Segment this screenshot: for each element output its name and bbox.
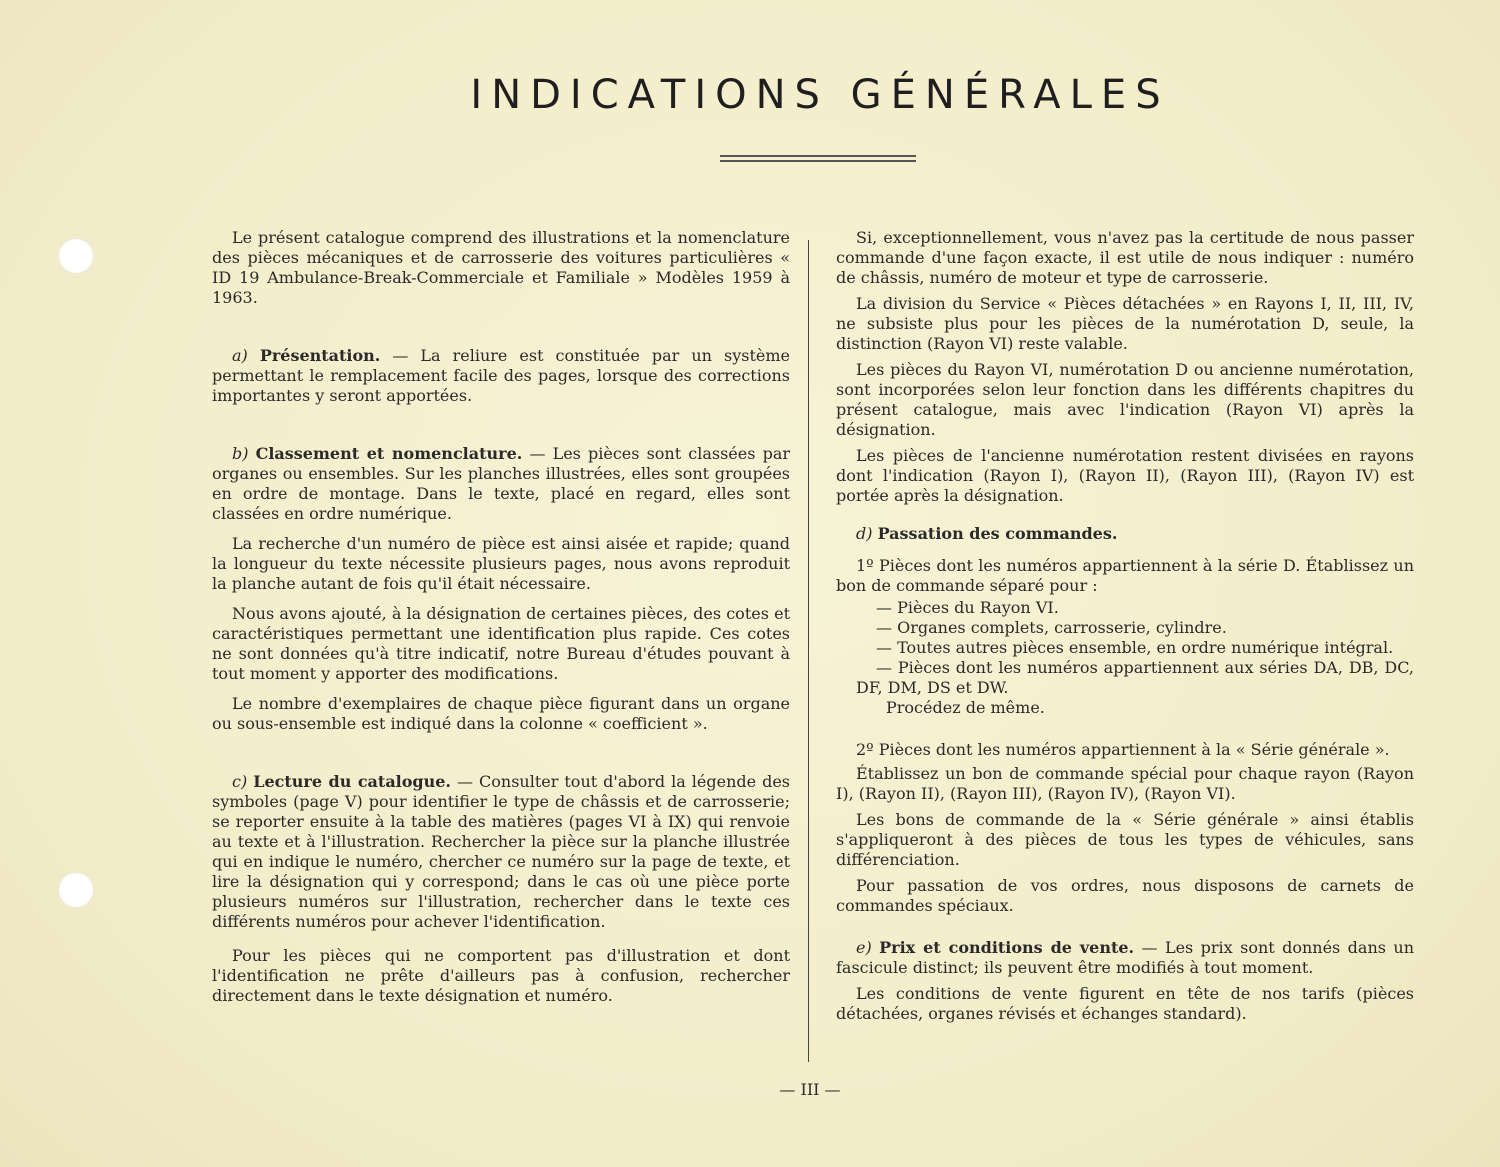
section-e-heading: Prix et conditions de vente. bbox=[879, 938, 1135, 957]
intro-paragraph: Le présent catalogue comprend des illustrations et la nomenclature des pièces mécaniques et de carrosserie des voitures particulières « ID 19 Ambulance-Break-Commerciale et Familiale » Modèles 1959 à 1963. bbox=[212, 228, 790, 307]
list-item: — Pièces dont les numéros appartiennent aux séries DA, DB, DC, DF, DM, DS et DW. bbox=[856, 658, 1414, 697]
section-a-letter: a) bbox=[232, 346, 248, 365]
section-d-point-2: 2º Pièces dont les numéros appartiennent à la « Série générale ». bbox=[856, 740, 1390, 759]
section-c-paragraph-2: Pour les pièces qui ne comportent pas d'illustration et dont l'identification ne prête d'ailleurs pas à confusion, rechercher directement dans le texte désignation et numéro. bbox=[212, 946, 790, 1005]
punch-hole-top bbox=[58, 238, 94, 274]
column-divider bbox=[808, 240, 809, 1062]
right-paragraph-1: Si, exceptionnellement, vous n'avez pas la certitude de nous passer commande d'une façon exacte, il est utile de nous indiquer : numéro de châssis, numéro de moteur et type de carrosserie. bbox=[836, 228, 1414, 287]
right-column bbox=[836, 228, 1414, 1024]
section-c bbox=[212, 772, 790, 932]
section-e-text: — Les prix sont donnés dans un fascicule distinct; ils peuvent être modifiés à tout moment. bbox=[836, 938, 1415, 977]
section-d-point-1: 1º Pièces dont les numéros appartiennent à la série D. Établissez un bon de commande séparé pour : bbox=[836, 556, 1414, 595]
section-b-text: — Les pièces sont classées par organes ou ensembles. Sur les planches illustrées, elles sont groupées en ordre de montage. Dans le texte, placé en regard, elles sont classées en ordre numérique. bbox=[212, 444, 790, 523]
section-d-paragraph-4: Pour passation de vos ordres, nous disposons de carnets de commandes spéciaux. bbox=[836, 876, 1414, 915]
punch-hole-bottom bbox=[58, 872, 94, 908]
list-item: — Organes complets, carrosserie, cylindre. bbox=[876, 618, 1227, 637]
section-b-heading: Classement et nomenclature. bbox=[255, 444, 523, 463]
section-b-letter: b) bbox=[232, 444, 249, 463]
section-b-paragraph-4: Le nombre d'exemplaires de chaque pièce figurant dans un organe ou sous-ensemble est indiqué dans la colonne « coefficient ». bbox=[212, 694, 790, 733]
section-d-heading: Passation des commandes. bbox=[877, 524, 1118, 543]
section-c-heading: Lecture du catalogue. bbox=[253, 772, 452, 791]
section-e-paragraph-2: Les conditions de vente figurent en tête de nos tarifs (pièces détachées, organes révisés et échanges standard). bbox=[836, 984, 1414, 1023]
section-d-same: Procédez de même. bbox=[886, 698, 1045, 717]
section-e-letter: e) bbox=[856, 938, 872, 957]
section-a bbox=[212, 346, 790, 406]
section-b-paragraph-3: Nous avons ajouté, à la désignation de certaines pièces, des cotes et caractéristiques permettant une identification plus rapide. Ces cotes ne sont données qu'à titre indicatif, notre Bureau d'études pouvant à tout moment y apporter des modifications. bbox=[212, 604, 790, 683]
section-b-paragraph-2: La recherche d'un numéro de pièce est ainsi aisée et rapide; quand la longueur du texte nécessite plusieurs pages, nous avons reproduit la planche autant de fois qu'il était nécessaire. bbox=[212, 534, 790, 593]
title-double-rule bbox=[720, 155, 916, 162]
page-title: INDICATIONS GÉNÉRALES bbox=[470, 72, 1170, 118]
list-item: — Toutes autres pièces ensemble, en ordre numérique intégral. bbox=[876, 638, 1394, 657]
section-c-letter: c) bbox=[232, 772, 248, 791]
section-c-text: — Consulter tout d'abord la légende des symboles (page V) pour identifier le type de châssis et de carrosserie; se reporter ensuite à la table des matières (pages VI à IX) qui renvoie au texte et à l'illustration. Rechercher la pièce sur la planche illustrée qui en indique le numéro, chercher ce numéro sur la page de texte, et lire la désignation qui y correspond; dans le cas où une pièce porte plusieurs numéros sur l'illustration, rechercher dans le texte ces différents numéros pour achever l'identification. bbox=[212, 772, 791, 931]
page-number: — III — bbox=[779, 1080, 841, 1099]
section-d bbox=[836, 524, 1414, 544]
section-a-heading: Présentation. bbox=[259, 346, 381, 365]
section-b bbox=[212, 444, 790, 524]
section-d-paragraph-3: Les bons de commande de la « Série générale » ainsi établis s'appliqueront à des pièces de tous les types de véhicules, sans différenciation. bbox=[836, 810, 1414, 869]
right-paragraph-2: La division du Service « Pièces détachées » en Rayons I, II, III, IV, ne subsiste plus pour les pièces de la numérotation D, seule, la distinction (Rayon VI) reste valable. bbox=[836, 294, 1414, 353]
section-d-point-2b: Établissez un bon de commande spécial pour chaque rayon (Rayon I), (Rayon II), (Rayon III), (Rayon IV), (Rayon VI). bbox=[836, 764, 1414, 803]
section-d-letter: d) bbox=[856, 524, 873, 543]
section-e bbox=[836, 938, 1414, 978]
list-item: — Pièces du Rayon VI. bbox=[876, 598, 1059, 617]
right-paragraph-3: Les pièces du Rayon VI, numérotation D ou ancienne numérotation, sont incorporées selon leur fonction dans les différents chapitres du présent catalogue, mais avec l'indication (Rayon VI) après la désignation. bbox=[836, 360, 1414, 439]
section-a-text: — La reliure est constituée par un système permettant le remplacement facile des pages, lorsque des corrections importantes y seront apportées. bbox=[212, 346, 790, 405]
right-paragraph-4: Les pièces de l'ancienne numérotation restent divisées en rayons dont l'indication (Rayon I), (Rayon II), (Rayon III), (Rayon IV) est portée après la désignation. bbox=[836, 446, 1414, 505]
left-column bbox=[212, 228, 790, 1006]
